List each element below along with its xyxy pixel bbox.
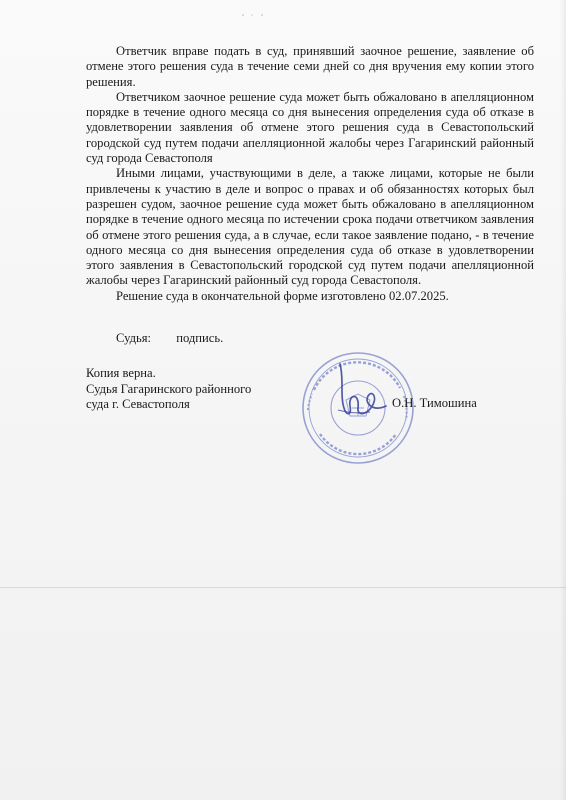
- copy-line-3: суда г. Севастополя: [86, 397, 190, 411]
- copy-line-2: Судья Гагаринского районного: [86, 381, 252, 396]
- document-body: [86, 44, 534, 304]
- copy-certification: [86, 366, 251, 413]
- paragraph: Ответчик вправе подать в суд, принявший заочное решение, заявление об отмене этого решения суда в течение семи дней со дня вручения ему копии этого решения.: [86, 44, 534, 89]
- copy-line-1: Копия верна.: [86, 366, 156, 380]
- scan-artifact: [240, 12, 270, 18]
- paragraph: Решение суда в окончательной форме изготовлено 02.07.2025.: [116, 288, 449, 303]
- paragraph: Ответчиком заочное решение суда может быть обжаловано в апелляционном порядке в течение одного месяца со дня вынесения определения суда об отказе в удовлетворении заявления об отмене этого решения суда в Севастопольский городской суд путем подачи апелляционной жалобы через Гагаринский районный суд города Севастополя: [86, 89, 534, 166]
- judge-name: О.Н. Тимошина: [392, 396, 477, 410]
- signature-label: Судья:: [116, 331, 152, 345]
- page-fold-divider: [0, 587, 566, 588]
- signature-line: [116, 331, 223, 346]
- paragraph: Иными лицами, участвующими в деле, а также лицами, которые не были привлечены к участию в деле и вопрос о правах и об обязанностях которых был разрешен судом, заочное решение суда может быть обжаловано в апелляционном порядке в течение одного месяца по истечении срока подачи ответчиком заявления об отмене этого решения суда, а в случае, если такое заявление подано, - в течение одного месяца со дня вынесения определения суда об отказе в удовлетворении этого заявления в Севастопольский городской суд путем подачи апелляционной жалобы через Гагаринский районный суд города Севастополя.: [86, 166, 534, 288]
- page-edge-shadow: [560, 0, 566, 800]
- signature-value: подпись.: [176, 331, 224, 345]
